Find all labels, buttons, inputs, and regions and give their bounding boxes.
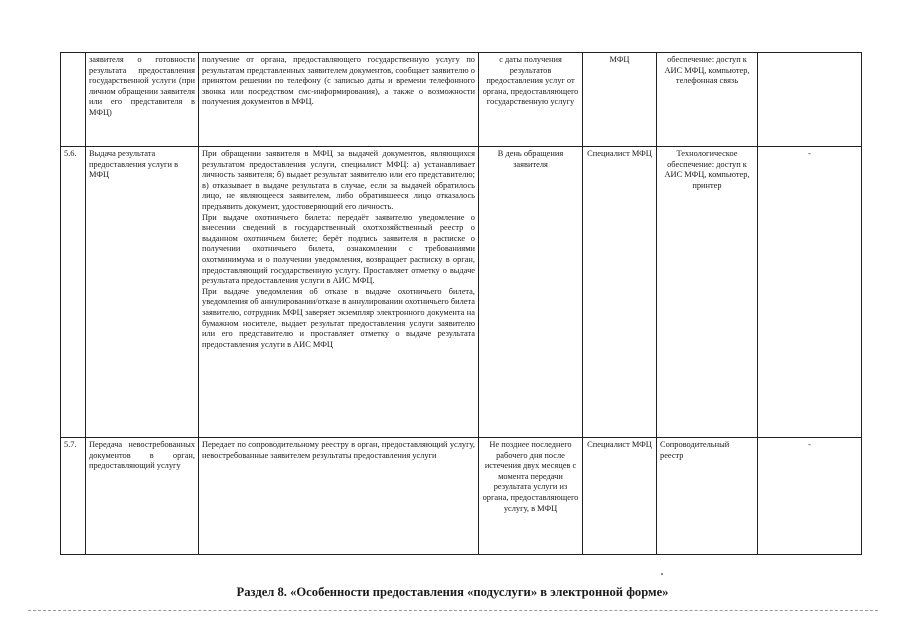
page-edge-line: [28, 610, 878, 611]
step-forms: -: [758, 438, 862, 555]
step-description: [199, 53, 479, 147]
step-name: Передача невостребованных документов в орган, предоставляющий услугу: [86, 438, 199, 555]
step-name: Выдача результата предоставления услуги в МФЦ: [86, 147, 199, 438]
step-term: В день обращения заявителя: [479, 147, 583, 438]
section-title: Раздел 8. «Особенности предоставления «подуслуги» в электронной форме»: [236, 585, 669, 599]
row-number: 5.7.: [61, 438, 86, 555]
step-name: заявителя о готовности результата предоставления государственной услуги (при личном обращении заявителя или его представителя в МФЦ): [86, 53, 199, 147]
step-resources: Сопроводительный реестр: [657, 438, 758, 555]
description-paragraph: При выдаче уведомления об отказе в выдаче охотничьего билета, уведомления об аннулировании/отказе в аннулировании охотничьего билета заявителю, сотрудник МФЦ заверяет экземпляр электронного документа на бумажном носителе, выдает результат предоставления услуги заявителю или его представителю и проставляет отметку о выдаче результата предоставления услуги в АИС МФЦ: [202, 286, 475, 349]
description-paragraph: Передает по сопроводительному реестру в орган, предоставляющий услугу, невостребованные заявителем результаты предоставления услуги: [202, 440, 475, 460]
table-row: [61, 438, 862, 555]
step-term: с даты получения результатов предоставления услуг от органа, предоставляющего государственную услугу: [479, 53, 583, 147]
row-number: [61, 53, 86, 147]
step-executor: МФЦ: [583, 53, 657, 147]
step-forms: -: [758, 147, 862, 438]
process-table: [60, 52, 862, 555]
step-description: [199, 438, 479, 555]
description-paragraph: получение от органа, предоставляющего государственную услугу по результатам представленных заявителем документов, сообщает заявителю о принятом решении по телефону (с записью даты и времени телефонного звонка или посредством смс-информирования), а также о возможности получения документов в МФЦ.: [202, 55, 475, 107]
description-paragraph: При обращении заявителя в МФЦ за выдачей документов, являющихся результатом предоставления услуги, специалист МФЦ: а) устанавливает личность заявителя; б) выдает результат заявителю или его представителю; в) отказывает в выдаче результата в случае, если за выдачей обратилось лицо, не являющееся заявителем, либо обратившееся лицо отказалось предъявить документ, удостоверяющий его личность.: [202, 149, 475, 211]
step-resources: Технологическое обеспечение: доступ к АИС МФЦ, компьютер, принтер: [657, 147, 758, 438]
description-paragraph: При выдаче охотничьего билета: передаёт заявителю уведомление о внесении сведений в государственный охотхозяйственный реестр о выданном охотничьем билете; берёт подпись заявителя в расписке о получении охотничьего билета, ознакомлении с требованиями охотминимума и о получении уведомления, возвращает расписку в орган, предоставляющий государственную услугу. Проставляет отметку о выдаче результата предоставления услуги в АИС МФЦ.: [202, 212, 475, 286]
table-row: [61, 147, 862, 438]
step-executor: Специалист МФЦ: [583, 438, 657, 555]
step-term: Не позднее последнего рабочего дня после истечения двух месяцев с момента передачи результата услуги из органа, предоставляющего услугу, в МФЦ: [479, 438, 583, 555]
step-description: [199, 147, 479, 438]
step-resources: обеспечение: доступ к АИС МФЦ, компьютер, телефонная связь: [657, 53, 758, 147]
step-forms: [758, 53, 862, 147]
row-number: 5.6.: [61, 147, 86, 438]
scan-speck: [661, 573, 663, 575]
step-executor: Специалист МФЦ: [583, 147, 657, 438]
table-row: [61, 53, 862, 147]
